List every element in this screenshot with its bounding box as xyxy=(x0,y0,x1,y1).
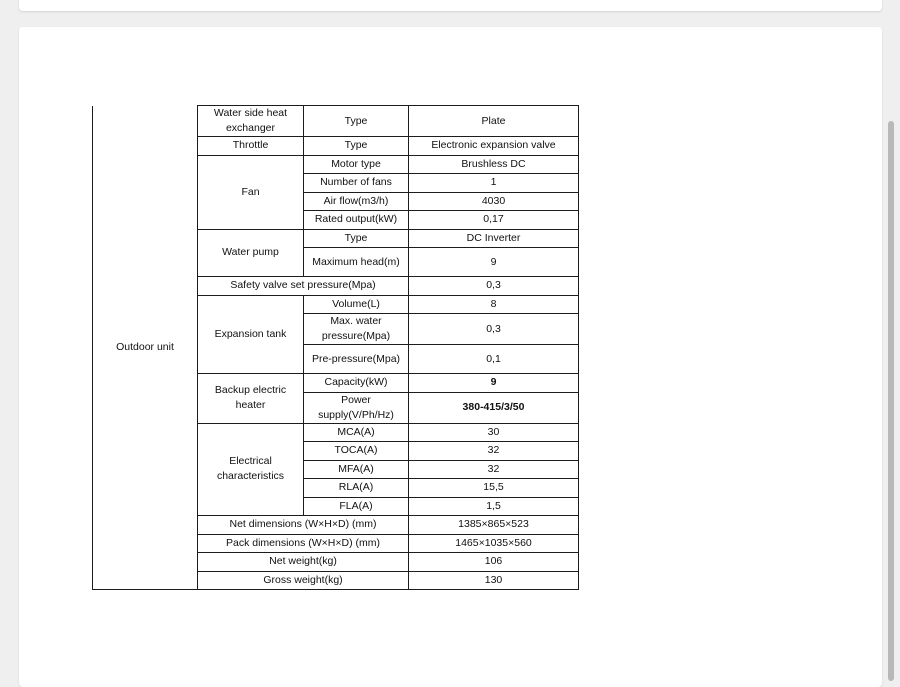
param-label: Gross weight(kg) xyxy=(198,571,409,590)
value-cell: Electronic expansion valve xyxy=(409,137,579,156)
param-label: MCA(A) xyxy=(304,423,409,442)
param-label: Safety valve set pressure(Mpa) xyxy=(198,277,409,296)
value-cell: 0,17 xyxy=(409,211,579,230)
scrollbar-thumb[interactable] xyxy=(888,121,894,681)
param-label: MFA(A) xyxy=(304,460,409,479)
param-label: Capacity(kW) xyxy=(304,374,409,393)
param-label: Air flow(m3/h) xyxy=(304,192,409,211)
value-cell: 9 xyxy=(409,248,579,277)
value-cell: 8 xyxy=(409,295,579,314)
value-cell: DC Inverter xyxy=(409,229,579,248)
param-label: Pre-pressure(Mpa) xyxy=(304,345,409,374)
value-cell: 0,1 xyxy=(409,345,579,374)
group-label: Throttle xyxy=(198,137,304,156)
value-cell: 0,3 xyxy=(409,277,579,296)
value-cell: 1 xyxy=(409,174,579,193)
param-label: Volume(L) xyxy=(304,295,409,314)
param-label: Net dimensions (W×H×D) (mm) xyxy=(198,516,409,535)
previous-page-card xyxy=(19,0,882,11)
param-label: TOCA(A) xyxy=(304,442,409,461)
value-cell: 1465×1035×560 xyxy=(409,534,579,553)
param-label: Max. water pressure(Mpa) xyxy=(304,314,409,345)
group-label: Water pump xyxy=(198,229,304,277)
value-cell: 15,5 xyxy=(409,479,579,498)
param-label: Power supply(V/Ph/Hz) xyxy=(304,392,409,423)
value-cell: Brushless DC xyxy=(409,155,579,174)
param-label: Maximum head(m) xyxy=(304,248,409,277)
param-label: Motor type xyxy=(304,155,409,174)
group-label: Backup electric heater xyxy=(198,374,304,424)
value-cell: 4030 xyxy=(409,192,579,211)
value-cell: Plate xyxy=(409,106,579,137)
group-label: Fan xyxy=(198,155,304,229)
value-cell: 380-415/3/50 xyxy=(409,392,579,423)
param-label: Type xyxy=(304,229,409,248)
value-cell: 32 xyxy=(409,460,579,479)
param-label: RLA(A) xyxy=(304,479,409,498)
value-cell: 130 xyxy=(409,571,579,590)
value-cell: 32 xyxy=(409,442,579,461)
param-label: Number of fans xyxy=(304,174,409,193)
group-label: Water side heat exchanger xyxy=(198,106,304,137)
value-cell: 1385×865×523 xyxy=(409,516,579,535)
value-cell: 0,3 xyxy=(409,314,579,345)
table-row xyxy=(93,106,579,137)
param-label: Pack dimensions (W×H×D) (mm) xyxy=(198,534,409,553)
value-cell: 106 xyxy=(409,553,579,572)
outdoor-unit-label: Outdoor unit xyxy=(93,106,198,590)
param-label: Net weight(kg) xyxy=(198,553,409,572)
param-label: Rated output(kW) xyxy=(304,211,409,230)
value-cell: 9 xyxy=(409,374,579,393)
value-cell: 30 xyxy=(409,423,579,442)
param-label: FLA(A) xyxy=(304,497,409,516)
param-label: Type xyxy=(304,137,409,156)
group-label: Expansion tank xyxy=(198,295,304,374)
specification-table xyxy=(92,105,579,590)
param-label: Type xyxy=(304,106,409,137)
value-cell: 1,5 xyxy=(409,497,579,516)
group-label: Electrical characteristics xyxy=(198,423,304,516)
